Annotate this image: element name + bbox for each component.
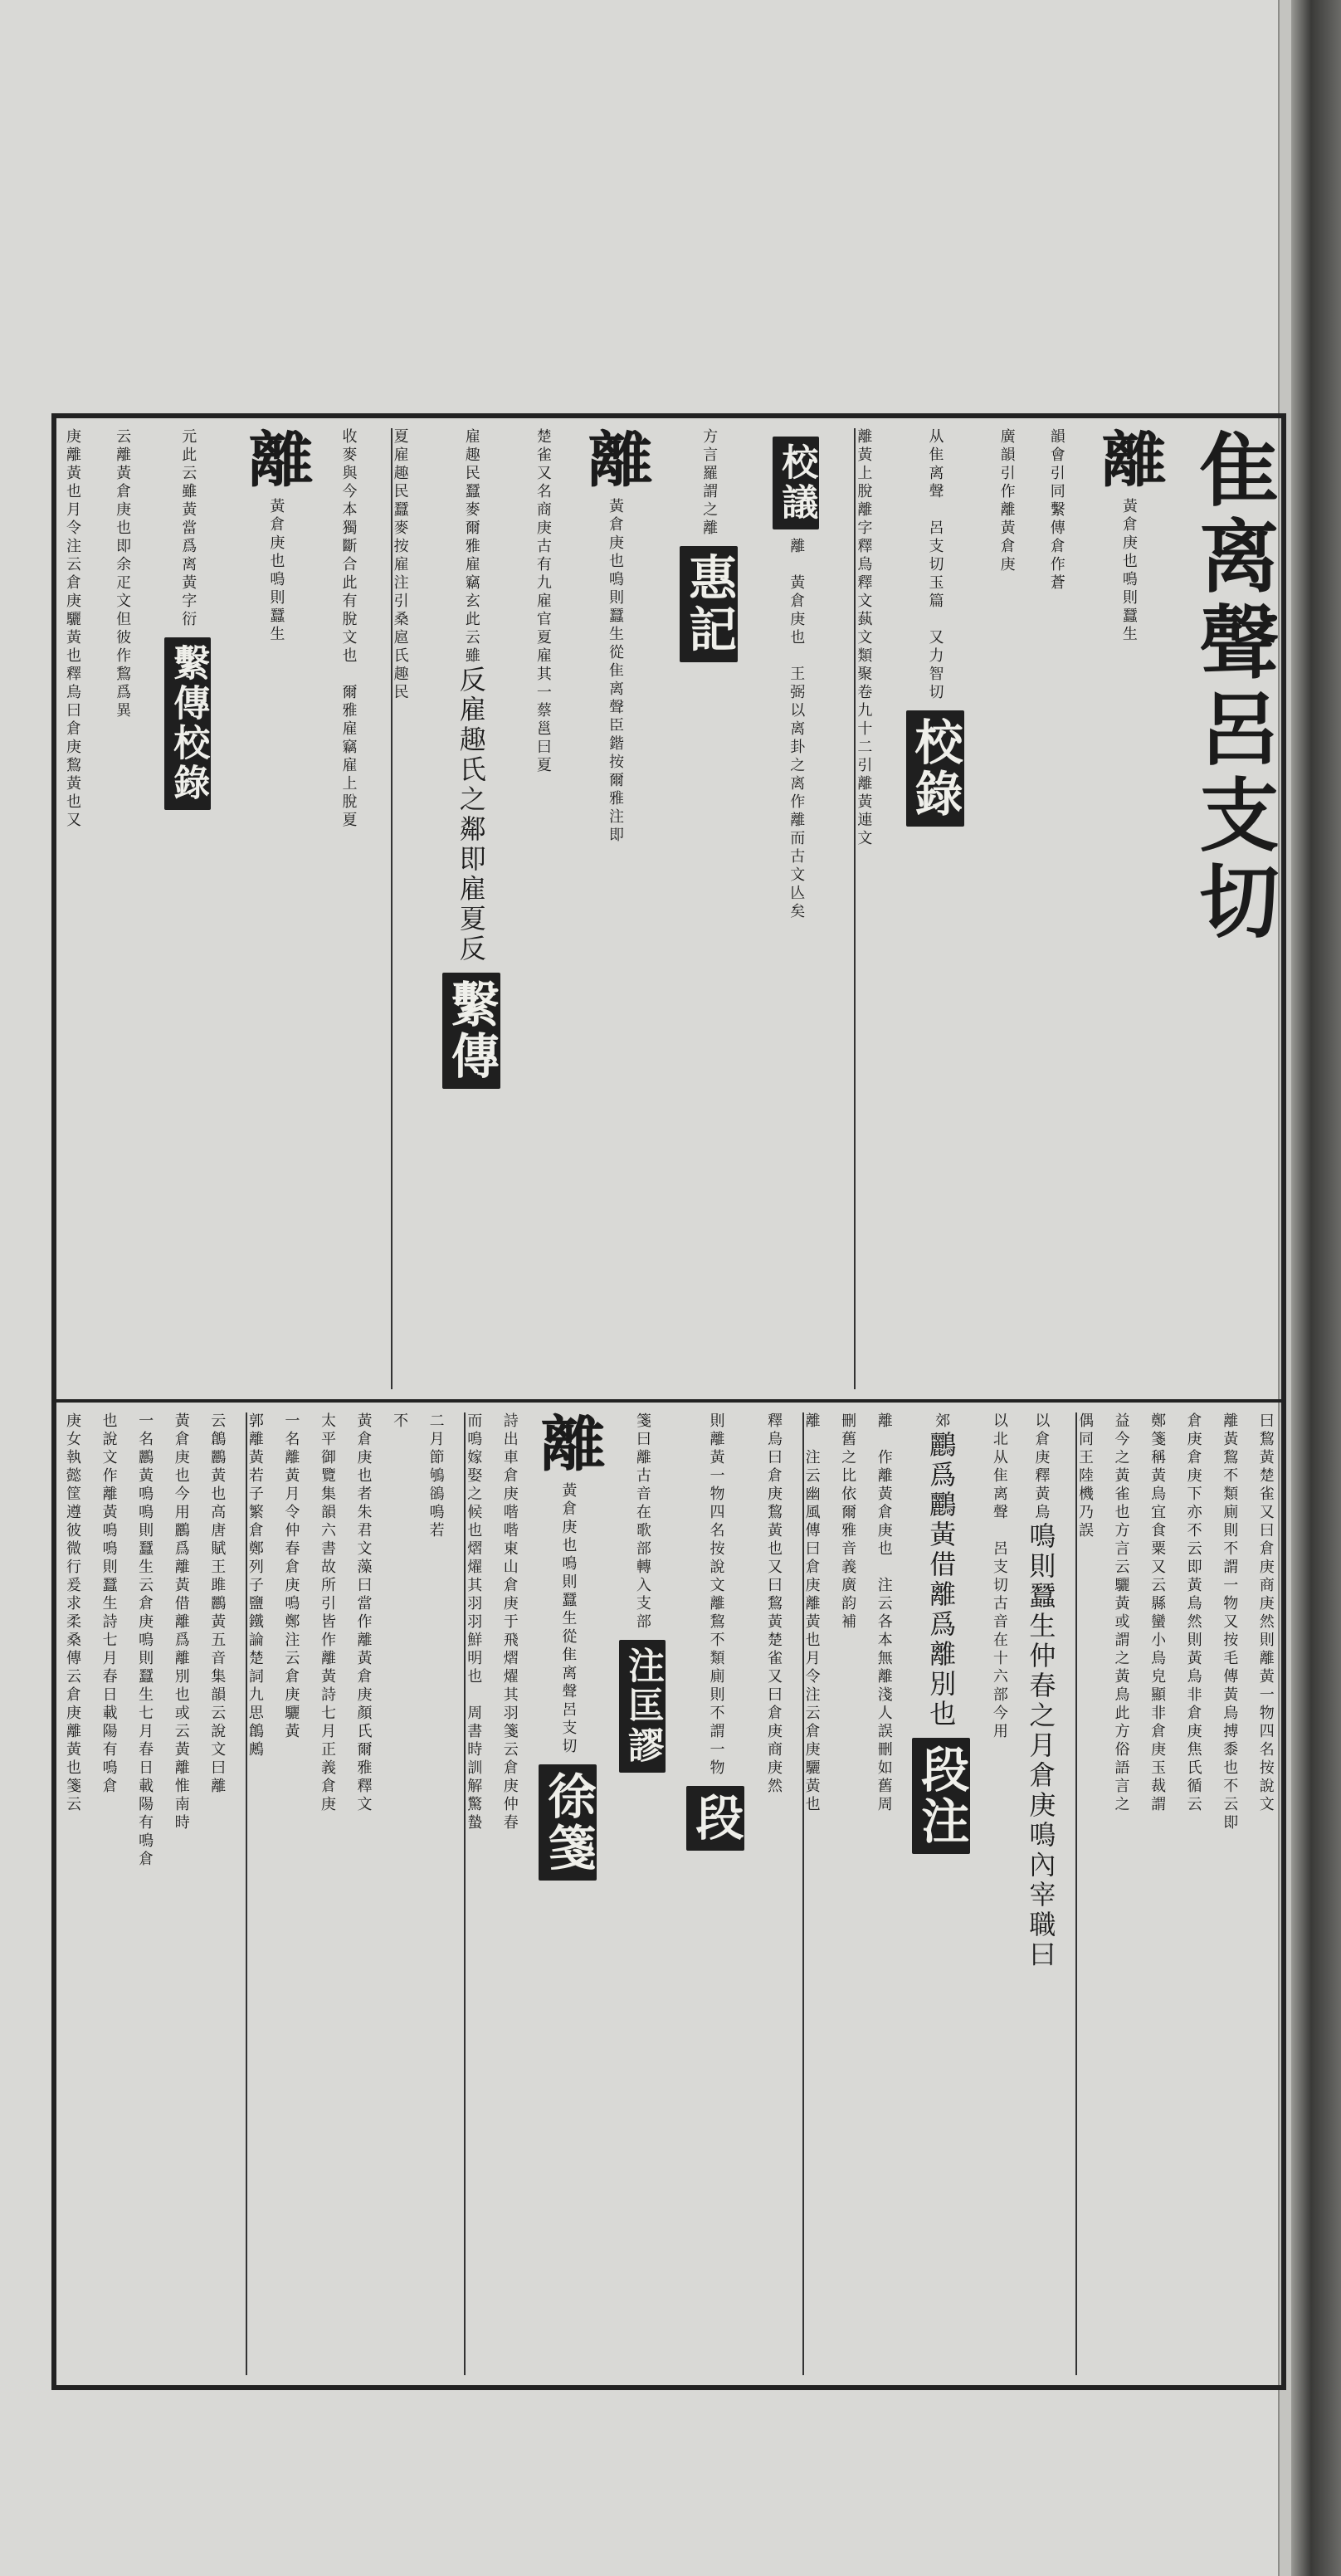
column-text: 刪舊之比依爾雅音義廣韵補 [839, 1412, 857, 1632]
commentary-label: 段注 [912, 1738, 970, 1854]
column-text: 黃倉庚也鳴則蠶生 [267, 498, 285, 644]
bottom-text-column [392, 1412, 407, 2375]
column-text: 黃倉庚也今用鸝爲離黃借離爲離別也或云黃離惟南時 [172, 1412, 190, 1832]
bottom-text-column [1114, 1412, 1129, 2375]
bottom-text-column [1075, 1412, 1092, 2375]
column-text: 庚女執懿筐遵彼微行爰求柔桑傳云倉庚離黃也箋云 [64, 1412, 81, 1814]
top-text-column [680, 428, 738, 1389]
commentary-label: 繫傳 [442, 973, 500, 1089]
commentary-label: 注匡謬 [619, 1640, 666, 1773]
bottom-text-column [766, 1412, 781, 2375]
bottom-text-column [208, 1412, 227, 2375]
top-text-column [114, 428, 132, 1389]
column-text: 庚離黃也月令注云倉庚驪黃也釋鳥曰倉庚鵹黃也又 [64, 428, 81, 830]
column-text: 則離黃一物四名按說文離鵹不類廁則不謂一物 [707, 1412, 725, 1778]
column-text: 黃倉庚也鳴則蠶生從隹离聲呂支切 [559, 1482, 578, 1756]
bottom-text-column [840, 1412, 855, 2375]
column-text: 廣韻引作離黃倉庚 [997, 428, 1016, 574]
seal-script-character: 離 [576, 428, 655, 488]
column-text: 而鳴嫁娶之候也熠燿其羽羽鮮明也 周書時訓解驚蟄 [465, 1412, 483, 1832]
bottom-text-column [1186, 1412, 1201, 2375]
column-text: 楚雀又名商庚古有九雇官夏雇其一蔡邕曰夏 [534, 428, 552, 775]
column-text: 離 注云幽風傳曰倉庚離黃也月令注云倉庚驪黃也 [802, 1412, 821, 1814]
bottom-text-column [912, 1412, 970, 2375]
column-text: 黃倉庚也鳴則蠶生 [1119, 498, 1138, 644]
column-text: 元此云雖黃當爲离黃字衍 [179, 428, 197, 629]
column-text: 郊 [933, 1412, 951, 1431]
column-text: 也說文作離黃鳴鳴則蠶生詩七月春日載陽有鳴倉 [100, 1412, 118, 1796]
top-text-column [164, 428, 211, 1389]
column-text: 離黃上脫離字釋鳥釋文蓺文類聚卷九十二引離黃連文 [855, 428, 873, 848]
column-text: 離 作離黃倉庚也 注云各本無離淺人誤刪如舊周 [875, 1412, 893, 1814]
bottom-text-column [502, 1412, 517, 2375]
top-text-column [576, 428, 655, 1389]
commentary-label: 校錄 [906, 710, 964, 827]
top-text-column [1049, 428, 1064, 1389]
column-text: 倉庚倉庚下亦不云即黃鳥然則黃鳥非倉庚焦氏循云 [1184, 1412, 1202, 1814]
column-text: 黃倉庚也鳴則蠶生從隹离聲臣鍇按爾雅注即 [607, 498, 624, 845]
bottom-text-column [619, 1412, 666, 2375]
bottom-columns [65, 1412, 1273, 2375]
bottom-text-column [319, 1412, 334, 2375]
column-text: 益今之黃雀也方言云驪黃或謂之黃鳥此方俗語言之 [1112, 1412, 1130, 1814]
commentary-label: 徐箋 [539, 1764, 597, 1881]
top-text-column [999, 428, 1014, 1389]
column-text: 一名離黃月令仲春倉庚鳴鄭注云倉庚驪黃 [282, 1412, 300, 1741]
bottom-text-column [1258, 1412, 1273, 2375]
bottom-text-column [802, 1412, 819, 2375]
bottom-text-column [686, 1412, 744, 2375]
column-text: 鄭箋稱黃鳥宜食粟又云縣蠻小鳥皃顯非倉庚玉裁謂 [1148, 1412, 1167, 1814]
interlinear-gloss: 鸝爲鸝黃借離爲離別也 [925, 1431, 958, 1730]
bottom-text-column [246, 1412, 262, 2375]
column-text: 韻會引同繫傳倉作蒼 [1047, 428, 1065, 593]
column-text: 郭離黃若子繁倉鄭列子鹽鐵論楚詞九思鶬鶊 [246, 1412, 264, 1759]
column-text: 隹离聲呂支切 [1187, 428, 1280, 946]
top-text-column [773, 428, 819, 1389]
top-text-column [442, 428, 500, 1389]
bottom-text-column [356, 1412, 371, 2375]
column-text: 二月節鴝鵒鳴若 [427, 1412, 445, 1540]
column-text: 箋曰離古音在歌部轉入支部 [633, 1412, 651, 1632]
column-text: 一名鸝黃鳴鳴則蠶生云倉庚鳴則蠶生七月春日載陽有鳴倉 [136, 1412, 154, 1869]
top-text-column [341, 428, 356, 1389]
seal-script-character: 離 [1090, 428, 1168, 488]
commentary-label: 惠記 [680, 546, 738, 662]
top-text-column [854, 428, 873, 1389]
book-spine [1291, 0, 1341, 2576]
top-text-column [391, 428, 407, 1389]
interlinear-gloss: 鳴則蠶生仲春之月倉庚鳴內宰職曰 [1025, 1522, 1057, 1970]
seal-script-character: 離 [529, 1412, 607, 1472]
bottom-text-column [464, 1412, 483, 2375]
column-text: 釋鳥曰倉庚鵹黃也又曰鵹黃楚雀又曰倉庚商庚然 [765, 1412, 783, 1796]
bottom-text-column [1025, 1412, 1057, 2375]
column-text: 夏雇趣民蠶麥按雇注引桑扈氏趣民 [391, 428, 409, 702]
top-text-column [906, 428, 964, 1389]
column-text: 曰鵹黃楚雀又曰倉庚商庚然則離黃一物四名按說文 [1256, 1412, 1275, 1814]
column-text: 黃倉庚也者朱君文藻曰當作離黃倉庚顏氏爾雅釋文 [354, 1412, 373, 1814]
top-section [56, 418, 1281, 1399]
column-text: 詩出車倉庚喈喈東山倉庚于飛熠燿其羽箋云倉庚仲春 [500, 1412, 519, 1832]
bottom-text-column [173, 1412, 188, 2375]
page-frame [51, 413, 1286, 2390]
bottom-text-column [1148, 1412, 1167, 2375]
bottom-text-column [65, 1412, 80, 2375]
top-columns [64, 428, 1280, 1389]
column-text: 離黃鵹不類廁則不謂一物又按毛傳黃鳥搏黍也不云即 [1221, 1412, 1239, 1832]
bottom-text-column [992, 1412, 1007, 2375]
interlinear-gloss: 反雇趣氏之鄰即雇夏反 [455, 666, 487, 964]
bottom-text-column [428, 1412, 443, 2375]
commentary-label: 段 [686, 1786, 744, 1851]
column-text: 从隹离聲 呂支切玉篇 又力智切 [926, 428, 944, 702]
top-text-column [535, 428, 550, 1389]
bottom-text-column [876, 1412, 891, 2375]
top-text-column [1090, 428, 1168, 1389]
column-text: 方言羅謂之離 [700, 428, 719, 538]
column-text: 收麥與今本獨斷合此有脫文也 爾雅雇竊雇上脫夏 [339, 428, 358, 830]
column-text: 離 黃倉庚也 王弼以离卦之离作離而古文亾矣 [788, 538, 806, 921]
bottom-text-column [283, 1412, 298, 2375]
column-text: 雇趣民蠶麥爾雅雇竊玄此云雖 [462, 428, 480, 666]
bottom-text-column [529, 1412, 607, 2375]
commentary-label: 繫傳校錄 [164, 637, 211, 810]
bottom-text-column [101, 1412, 116, 2375]
bottom-section [56, 1403, 1281, 2385]
commentary-label: 校議 [773, 437, 819, 529]
column-text: 云離黃倉庚也即余疋文但彼作鵹爲異 [114, 428, 132, 720]
column-text: 以倉庚釋黃鳥 [1032, 1412, 1051, 1522]
column-text: 太平御覽集韻六書故所引皆作離黃詩七月正義倉庚 [318, 1412, 336, 1814]
column-text: 偶同王陸機乃誤 [1075, 1412, 1094, 1540]
top-text-column [65, 428, 80, 1389]
column-text: 云鶬鸝黃也高唐賦王雎鸝黃五音集韻云說文曰離 [208, 1412, 227, 1796]
bottom-text-column [137, 1412, 152, 2375]
top-text-column [237, 428, 315, 1389]
column-text: 以北从隹离聲 呂支切古音在十六部今用 [990, 1412, 1008, 1741]
bottom-text-column [1221, 1412, 1239, 2375]
seal-script-character: 離 [237, 428, 315, 488]
column-text: 不 [391, 1412, 409, 1431]
top-text-column [1187, 428, 1280, 1389]
